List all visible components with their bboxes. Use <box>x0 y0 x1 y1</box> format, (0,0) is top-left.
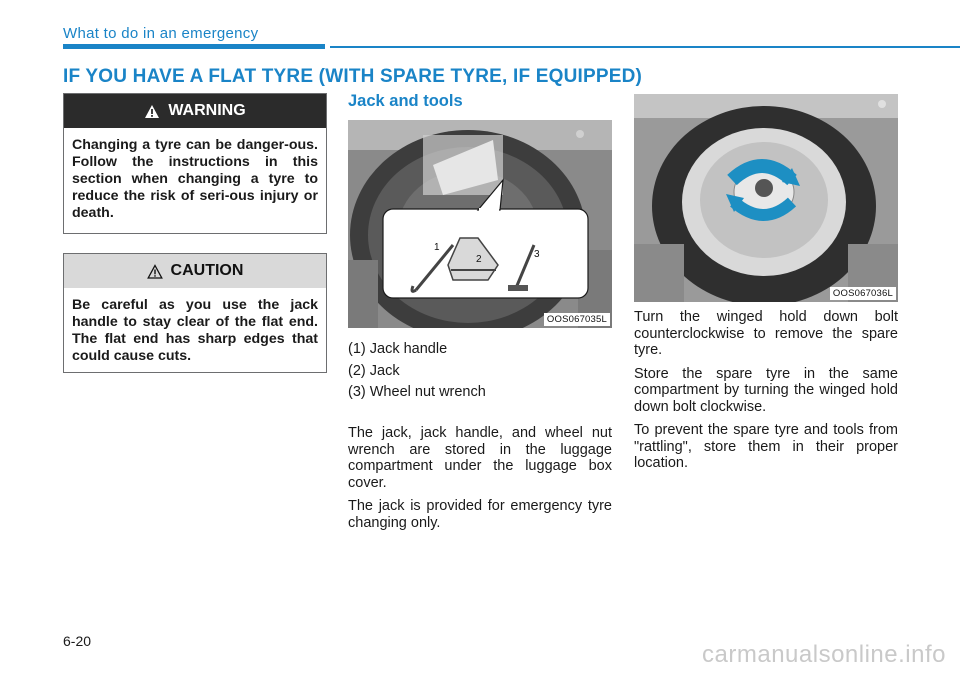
page-number: 6-20 <box>63 633 92 649</box>
paragraph-store: Store the spare tyre in the same compartment by turning the winged hold down bolt clockwise. <box>634 365 898 415</box>
section-title: What to do in an emergency <box>63 25 259 42</box>
legend-item-wheel-nut-wrench: (3) Wheel nut wrench <box>348 384 486 400</box>
warning-box <box>63 93 327 234</box>
tool-legend <box>348 339 612 404</box>
main-title: IF YOU HAVE A FLAT TYRE (WITH SPARE TYRE, IF EQUIPPED) <box>63 66 643 87</box>
warning-label: WARNING <box>168 102 246 119</box>
warning-text: Changing a tyre can be danger-ous. Follow the instructions in this section when changing a tyre to reduce the risk of seri-ous injury or death. <box>72 137 318 221</box>
jack-tools-body <box>348 425 612 538</box>
paragraph-rattling: To prevent the spare tyre and tools from "rattling", store them in their proper location. <box>634 422 898 471</box>
callout-3: 3 <box>534 249 540 260</box>
watermark: carmanualsonline.info <box>702 641 946 668</box>
jack-tools-illustration <box>348 120 612 328</box>
caution-triangle-icon <box>147 264 163 279</box>
legend-item-jack-handle: (1) Jack handle <box>348 341 448 357</box>
figure-code-1: OOS067035L <box>544 313 610 326</box>
spare-tyre-illustration <box>634 94 898 302</box>
caution-header <box>64 254 326 288</box>
caution-text: Be careful as you use the jack handle to stay clear of the flat end. The flat end has sharp edges that could cause cuts. <box>72 297 318 364</box>
paragraph-storage: The jack, jack handle, and wheel nut wrench are stored in the luggage compartment under the luggage box cover. <box>348 425 612 491</box>
header-rule-thick <box>63 44 325 49</box>
callout-2: 2 <box>476 254 482 265</box>
warning-triangle-icon <box>144 104 160 119</box>
jack-tools-heading: Jack and tools <box>348 92 463 110</box>
legend-item-jack: (2) Jack <box>348 362 400 379</box>
caution-label: CAUTION <box>170 262 244 279</box>
caution-box <box>63 253 327 373</box>
jack-tools-figure <box>348 120 612 328</box>
callout-1: 1 <box>434 242 440 253</box>
spare-tyre-body <box>634 309 898 479</box>
spare-tyre-figure <box>634 94 898 302</box>
header-rule-thin <box>330 46 960 48</box>
figure-code-2: OOS067036L <box>830 287 896 300</box>
warning-header <box>64 94 326 128</box>
paragraph-emergency-use: The jack is provided for emergency tyre changing only. <box>348 498 612 531</box>
paragraph-remove: Turn the winged hold down bolt counterclockwise to remove the spare tyre. <box>634 309 898 358</box>
